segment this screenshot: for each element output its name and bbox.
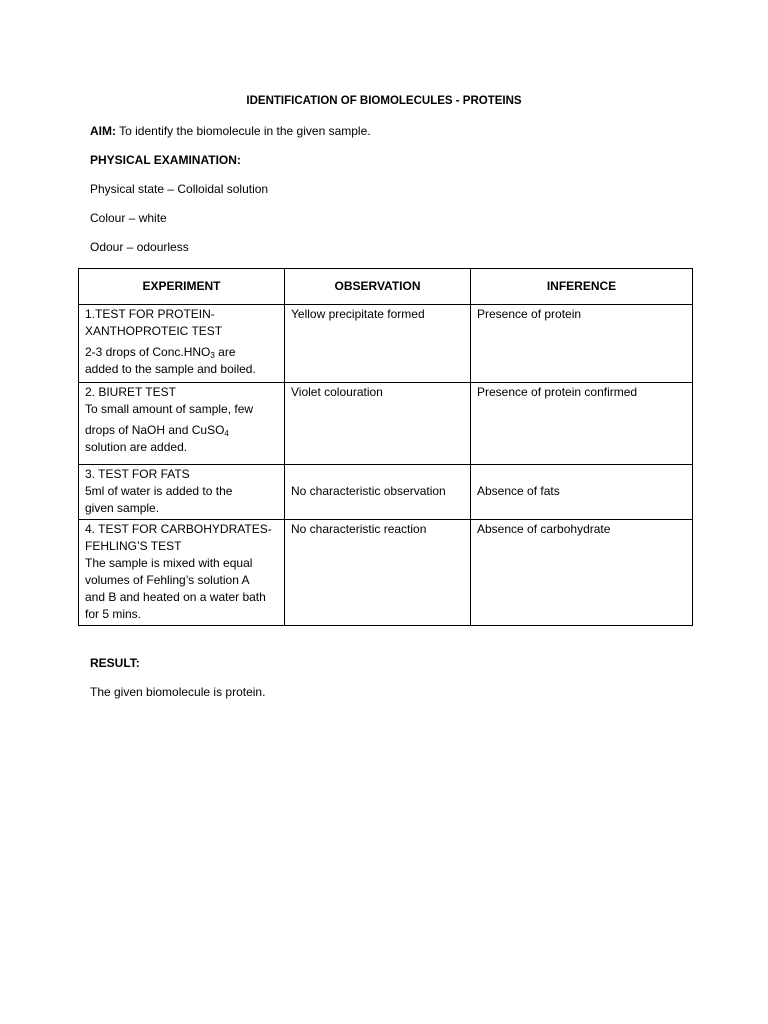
observation-cell: Yellow precipitate formed [285, 305, 471, 383]
odour-line: Odour – odourless [90, 240, 189, 254]
observation-cell: Violet colouration [285, 383, 471, 465]
document-title: IDENTIFICATION OF BIOMOLECULES - PROTEINS [246, 95, 522, 107]
table-row [79, 465, 693, 520]
aim-line [90, 124, 371, 138]
experiment-table [78, 268, 693, 626]
experiment-procedure: To small amount of sample, few [85, 402, 254, 416]
header-inference: INFERENCE [471, 269, 693, 305]
experiment-title: 3. TEST FOR FATS [85, 467, 190, 481]
experiment-procedure: and B and heated on a water bath [85, 590, 266, 604]
experiment-procedure: The sample is mixed with equal [85, 556, 253, 570]
experiment-title: 4. TEST FOR CARBOHYDRATES- [85, 522, 272, 536]
experiment-procedure: 2-3 drops of $Conc.HNO_3$ are [85, 345, 236, 360]
colour-line: Colour – white [90, 211, 167, 225]
header-observation: OBSERVATION [285, 269, 471, 305]
experiment-title: 2. BIURET TEST [85, 385, 176, 399]
header-experiment: EXPERIMENT [79, 269, 285, 305]
result-heading: RESULT: [90, 656, 140, 670]
inference-cell: Absence of fats [471, 465, 693, 520]
experiment-title: 1.TEST FOR PROTEIN- [85, 307, 215, 321]
experiment-cell [79, 305, 285, 383]
physical-state-line: Physical state – Colloidal solution [90, 182, 269, 196]
observation-cell: No characteristic reaction [285, 520, 471, 626]
physical-examination-heading: PHYSICAL EXAMINATION: [90, 153, 241, 167]
experiment-procedure: volumes of Fehling’s solution A [85, 573, 250, 587]
experiment-procedure: 5ml of water is added to the [85, 484, 233, 498]
experiment-procedure: solution are added. [85, 440, 188, 454]
aim-text: To identify the biomolecule in the given sample. [116, 124, 371, 138]
experiment-title: XANTHOPROTEIC TEST [85, 324, 223, 338]
experiment-procedure: given sample. [85, 501, 160, 515]
experiment-procedure: drops of NaOH and CuSO$_4$ [85, 423, 229, 438]
inference-cell: Presence of protein confirmed [471, 383, 693, 465]
experiment-cell [79, 465, 285, 520]
inference-cell: Presence of protein [471, 305, 693, 383]
inference-cell: Absence of carbohydrate [471, 520, 693, 626]
experiment-procedure: added to the sample and boiled. [85, 362, 256, 376]
observation-cell: No characteristic observation [285, 465, 471, 520]
experiment-cell [79, 383, 285, 465]
table-row [79, 305, 693, 383]
experiment-title: FEHLING’S TEST [85, 539, 182, 553]
table-row [79, 383, 693, 465]
aim-label: AIM: [90, 124, 116, 138]
result-text: The given biomolecule is protein. [90, 685, 266, 699]
experiment-procedure: for 5 mins. [85, 607, 142, 621]
experiment-cell [79, 520, 285, 626]
table-row [79, 520, 693, 626]
table-header-row [79, 269, 693, 305]
